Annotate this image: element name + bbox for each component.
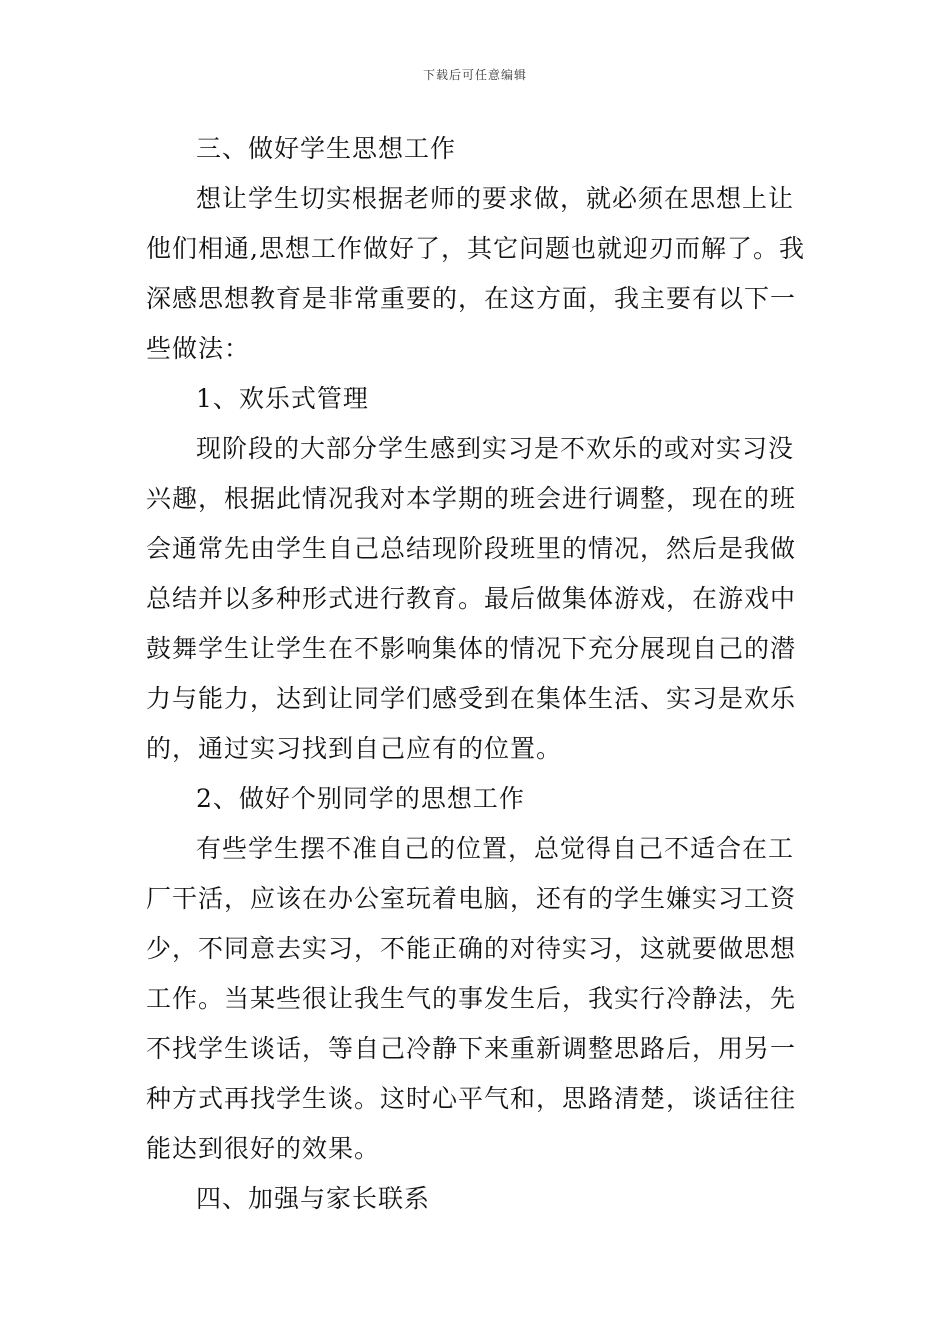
paragraph-line: 他们相通,思想工作做好了，其它问题也就迎刃而解了。我 bbox=[146, 234, 805, 263]
paragraph-line: 现阶段的大部分学生感到实习是不欢乐的或对实习没 bbox=[196, 434, 795, 463]
paragraph-line: 会通常先由学生自己总结现阶段班里的情况，然后是我做 bbox=[146, 534, 797, 563]
body-text bbox=[146, 124, 806, 1224]
paragraph-line: 鼓舞学生让学生在不影响集体的情况下充分展现自己的潜 bbox=[146, 634, 797, 663]
paragraph-line: 兴趣，根据此情况我对本学期的班会进行调整，现在的班 bbox=[146, 484, 797, 513]
paragraph-line: 工作。当某些很让我生气的事发生后，我实行冷静法，先 bbox=[146, 984, 797, 1013]
paragraph-line: 深感思想教育是非常重要的，在这方面，我主要有以下一 bbox=[146, 284, 797, 313]
paragraph-line: 总结并以多种形式进行教育。最后做集体游戏，在游戏中 bbox=[146, 584, 797, 613]
subheading-2: 2、做好个别同学的思想工作 bbox=[196, 784, 525, 813]
paragraph-line: 少，不同意去实习，不能正确的对待实习，这就要做思想 bbox=[146, 934, 797, 963]
heading-section-3: 三、做好学生思想工作 bbox=[196, 134, 457, 163]
paragraph-line: 不找学生谈话，等自己冷静下来重新调整思路后，用另一 bbox=[146, 1034, 797, 1063]
paragraph-line: 的，通过实习找到自己应有的位置。 bbox=[146, 734, 563, 763]
paragraph-line: 想让学生切实根据老师的要求做，就必须在思想上让 bbox=[196, 184, 795, 213]
heading-section-4: 四、加强与家长联系 bbox=[196, 1184, 431, 1213]
paragraph-line: 力与能力，达到让同学们感受到在集体生活、实习是欢乐 bbox=[146, 684, 797, 713]
paragraph-line: 种方式再找学生谈。这时心平气和，思路清楚，谈话往往 bbox=[146, 1084, 797, 1113]
paragraph-line: 厂干活，应该在办公室玩着电脑，还有的学生嫌实习工资 bbox=[146, 884, 797, 913]
header-note: 下载后可任意编辑 bbox=[422, 68, 527, 82]
paragraph-line: 能达到很好的效果。 bbox=[146, 1134, 381, 1163]
subheading-1: 1、欢乐式管理 bbox=[196, 384, 369, 413]
paragraph-line: 些做法： bbox=[146, 334, 251, 363]
paragraph-line: 有些学生摆不准自己的位置，总觉得自己不适合在工 bbox=[196, 834, 795, 863]
